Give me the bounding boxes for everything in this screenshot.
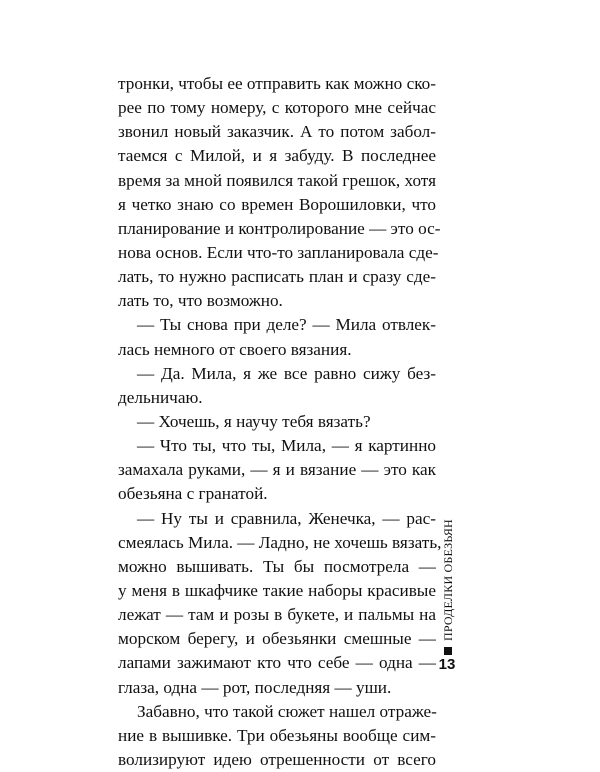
text-line: лать, то нужно расписать план и сразу сде- [118,267,436,287]
text-line: звонил новый заказчик. А то потом забол- [118,122,436,142]
text-line: — Да. Мила, я же все равно сижу без- [137,363,436,383]
text-line: ние в вышивке. Три обезьяны вообще сим- [118,725,436,745]
text-line: обезьяна с гранатой. [118,484,268,504]
text-line: дельничаю. [118,387,203,407]
text-line: рее по тому номеру, с которого мне сейчас [118,98,436,118]
text-line: нова основ. Если что-то запланировала сде- [118,242,439,262]
text-line: у меня в шкафчике такие наборы красивые [118,580,436,600]
text-line: планирование и контролирование — это ос- [118,218,441,238]
running-head-title: ПРОДЕЛКИ ОБЕЗЬЯН [440,519,455,641]
body-text [118,72,442,772]
text-line: глаза, одна — рот, последняя — уши. [118,677,392,697]
text-line: — Ты снова при деле? — Мила отвлек- [137,315,436,335]
text-line: замахала руками, — я и вязание — это как [118,460,436,480]
text-line: лась немного от своего вязания. [118,339,352,359]
text-line: лежат — там и розы в букете, и пальмы на [118,605,436,625]
page-number: 13 [438,656,456,673]
text-line: таемся с Милой, и я забуду. В последнее [118,146,436,166]
text-line: можно вышивать. Ты бы посмотрела — [118,556,436,576]
running-head [441,505,455,655]
text-line: я четко знаю со времен Ворошиловки, что [118,194,436,214]
text-line: — Хочешь, я научу тебя вязать? [137,411,371,431]
text-line: лать то, что возможно. [118,291,283,311]
text-line: смеялась Мила. — Ладно, не хочешь вязать, [118,532,442,552]
text-line: время за мной появился такой грешок, хотя [118,170,436,190]
text-line: тронки, чтобы ее отправить как можно ско- [118,74,436,93]
text-line: лапами зажимают кто что себе — одна — [118,653,436,673]
text-line: морском берегу, и обезьянки смешные — [118,629,436,649]
text-line: волизируют идею отрешенности от всего [118,749,436,769]
square-bullet-icon [444,647,452,655]
text-line: — Что ты, что ты, Мила, — я картинно [137,436,436,456]
text-line: — Ну ты и сравнила, Женечка, — рас- [137,508,436,528]
text-line: Забавно, что такой сюжет нашел отраже- [137,701,437,721]
